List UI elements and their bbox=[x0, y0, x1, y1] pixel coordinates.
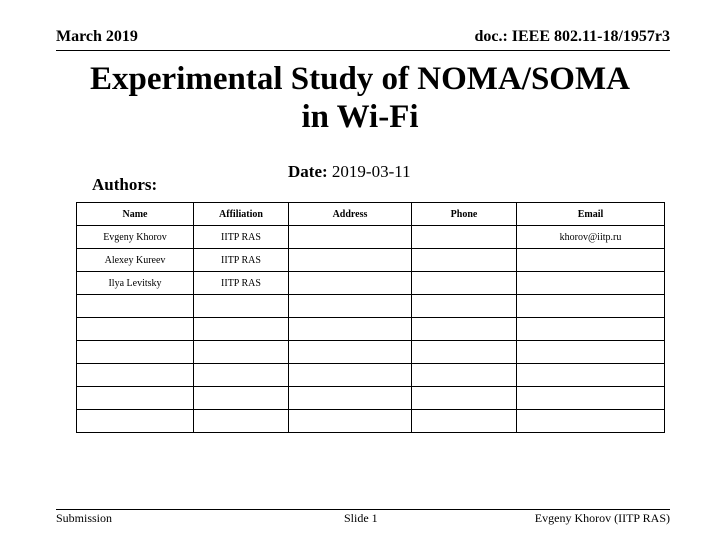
footer-slide-number: Slide 1 bbox=[344, 511, 378, 525]
cell-name: Ilya Levitsky bbox=[77, 272, 194, 295]
cell-phone bbox=[412, 272, 517, 295]
table-row bbox=[77, 295, 665, 318]
cell-email bbox=[517, 387, 665, 410]
cell-email bbox=[517, 364, 665, 387]
cell-affiliation bbox=[194, 341, 289, 364]
cell-address bbox=[289, 341, 412, 364]
authors-label: Authors: bbox=[92, 175, 158, 194]
cell-email bbox=[517, 272, 665, 295]
footer-divider bbox=[56, 509, 670, 510]
cell-phone bbox=[412, 249, 517, 272]
cell-name bbox=[77, 364, 194, 387]
cell-affiliation bbox=[194, 387, 289, 410]
cell-phone bbox=[412, 387, 517, 410]
cell-name bbox=[77, 410, 194, 433]
cell-address bbox=[289, 410, 412, 433]
cell-name: Alexey Kureev bbox=[77, 249, 194, 272]
slide-title bbox=[0, 60, 720, 136]
table-row bbox=[77, 272, 665, 295]
table-body bbox=[77, 226, 665, 433]
cell-affiliation bbox=[194, 318, 289, 341]
cell-name bbox=[77, 318, 194, 341]
table-row bbox=[77, 410, 665, 433]
cell-address bbox=[289, 318, 412, 341]
table-row bbox=[77, 387, 665, 410]
table-row bbox=[77, 249, 665, 272]
cell-phone bbox=[412, 341, 517, 364]
cell-email bbox=[517, 318, 665, 341]
table-row bbox=[77, 226, 665, 249]
footer-submission: Submission bbox=[56, 511, 113, 525]
cell-phone bbox=[412, 226, 517, 249]
cell-phone bbox=[412, 364, 517, 387]
cell-affiliation: IITP RAS bbox=[194, 272, 289, 295]
cell-affiliation: IITP RAS bbox=[194, 249, 289, 272]
header-doc-id: doc.: IEEE 802.11-18/1957r3 bbox=[474, 28, 670, 45]
cell-address bbox=[289, 249, 412, 272]
cell-address bbox=[289, 364, 412, 387]
cell-name bbox=[77, 295, 194, 318]
cell-name bbox=[77, 387, 194, 410]
cell-phone bbox=[412, 295, 517, 318]
cell-affiliation bbox=[194, 364, 289, 387]
column-header-phone: Phone bbox=[412, 203, 517, 226]
cell-affiliation bbox=[194, 410, 289, 433]
cell-email bbox=[517, 249, 665, 272]
column-header-affiliation: Affiliation bbox=[194, 203, 289, 226]
cell-address bbox=[289, 387, 412, 410]
table-header-row bbox=[77, 203, 665, 226]
slide-title-line-2: in Wi-Fi bbox=[301, 99, 419, 135]
cell-email bbox=[517, 410, 665, 433]
cell-email bbox=[517, 341, 665, 364]
date-label: Date: bbox=[288, 162, 328, 181]
cell-address bbox=[289, 272, 412, 295]
cell-phone bbox=[412, 318, 517, 341]
footer-author: Evgeny Khorov (IITP RAS) bbox=[534, 511, 670, 525]
cell-name: Evgeny Khorov bbox=[77, 226, 194, 249]
column-header-address: Address bbox=[289, 203, 412, 226]
cell-name bbox=[77, 341, 194, 364]
cell-affiliation: IITP RAS bbox=[194, 226, 289, 249]
column-header-email: Email bbox=[517, 203, 665, 226]
cell-address bbox=[289, 226, 412, 249]
cell-email: khorov@iitp.ru bbox=[517, 226, 665, 249]
column-header-name: Name bbox=[77, 203, 194, 226]
cell-address bbox=[289, 295, 412, 318]
table-row bbox=[77, 318, 665, 341]
header-date: March 2019 bbox=[56, 28, 138, 45]
cell-email bbox=[517, 295, 665, 318]
table-row bbox=[77, 364, 665, 387]
date-value: 2019-03-11 bbox=[331, 162, 411, 181]
slide-title-line-1: Experimental Study of NOMA/SOMA bbox=[90, 61, 630, 97]
header-divider bbox=[56, 50, 670, 51]
date-line bbox=[288, 162, 411, 182]
table-row bbox=[77, 341, 665, 364]
cell-affiliation bbox=[194, 295, 289, 318]
cell-phone bbox=[412, 410, 517, 433]
authors-table bbox=[76, 202, 665, 433]
